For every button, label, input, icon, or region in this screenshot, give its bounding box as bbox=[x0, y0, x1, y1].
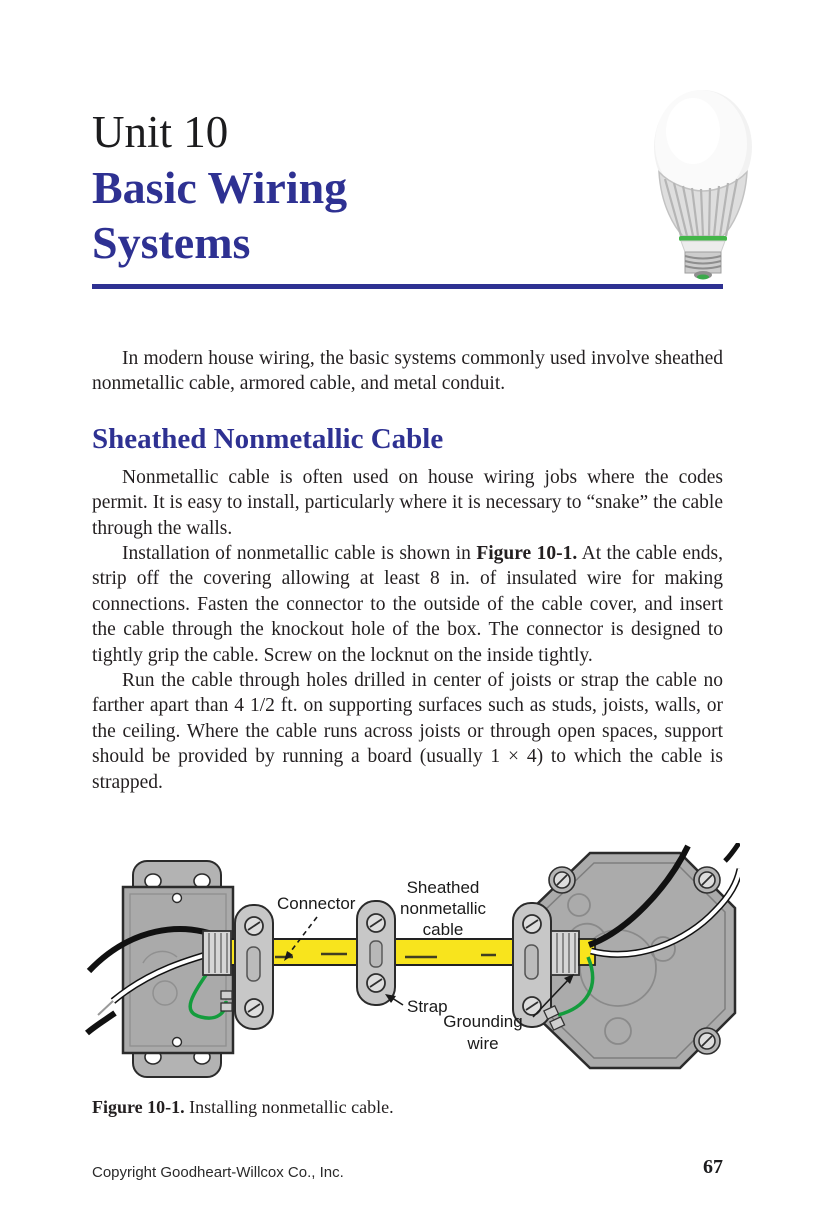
page-title-line2: Systems bbox=[92, 217, 251, 268]
cable-strap bbox=[357, 901, 395, 1005]
paragraph-installation-start: Installation of nonmetallic cable is shown in bbox=[122, 543, 477, 565]
ear-center-hole bbox=[173, 894, 182, 903]
paragraph-installation bbox=[92, 541, 723, 668]
clamp-slot bbox=[247, 947, 260, 981]
figure-10-1 bbox=[85, 843, 740, 1095]
unit-label: Unit 10 bbox=[92, 107, 229, 157]
figure-caption-text: Installing nonmetallic cable. bbox=[189, 1097, 394, 1117]
unit-header bbox=[92, 104, 652, 270]
cable-label-line3: cable bbox=[422, 920, 464, 939]
black-wire-right-tail bbox=[725, 843, 739, 861]
page-title-line1: Basic Wiring bbox=[92, 162, 348, 213]
paragraph-nonmetallic-use: Nonmetallic cable is often used on house wiring jobs where the codes permit. It is easy to install, particularly where it is necessary to “snake” the cable through the walls. bbox=[92, 466, 723, 539]
strap-label: Strap bbox=[407, 997, 448, 1016]
title-rule bbox=[92, 284, 723, 289]
copyright-notice: Copyright Goodheart-Willcox Co., Inc. bbox=[92, 1164, 344, 1181]
ground-clamp-left bbox=[221, 991, 232, 999]
body-text bbox=[92, 346, 723, 795]
figure-graphic bbox=[85, 843, 740, 1095]
led-bulb-graphic bbox=[646, 86, 760, 284]
bulb-neck bbox=[681, 241, 725, 252]
bulb-dome-highlight bbox=[666, 98, 720, 164]
ear-center-hole bbox=[173, 1038, 182, 1047]
strap-slot bbox=[370, 941, 382, 967]
paragraph-installation-end: At the cable ends, strip off the covering allowing at least 8 in. of insulated wire for making connections. Fasten the connector to the outside of the cable cover, and insert the cable through the knockout hole of the box. The connector is designed to tightly grip the cable. Screw on the locknut on the inside tightly. bbox=[92, 543, 723, 666]
led-bulb-image bbox=[646, 86, 760, 284]
grounding-label-line2: wire bbox=[467, 1034, 499, 1053]
connector-label: Connector bbox=[277, 894, 356, 913]
page-title bbox=[92, 160, 652, 270]
ground-clamp-left bbox=[221, 1003, 232, 1011]
figure-reference: Figure 10-1. bbox=[476, 543, 578, 565]
section-heading: Sheathed Nonmetallic Cable bbox=[92, 422, 444, 455]
cable-label-line1: Sheathed bbox=[406, 878, 480, 897]
cable-label-line2: nonmetallic bbox=[400, 899, 486, 918]
bulb-base-tip-green bbox=[697, 275, 709, 280]
clamp-slot bbox=[525, 945, 538, 979]
bulb-green-ring bbox=[679, 236, 727, 241]
intro-paragraph: In modern house wiring, the basic systems commonly used involve sheathed nonmetallic cable, armored cable, and metal conduit. bbox=[92, 348, 723, 395]
figure-caption-label: Figure 10-1. bbox=[92, 1097, 185, 1117]
black-wire-left-tail bbox=[87, 1013, 115, 1033]
paragraph-running-cable: Run the cable through holes drilled in center of joists or strap the cable no farther apart than 4 1/2 ft. on supporting surfaces such as studs, joists, walls, or the ceiling. Where the cable runs across joists or through open spaces, support should be provided by running a board (usually 1 × 4) to which the cable is strapped. bbox=[92, 670, 723, 793]
figure-caption bbox=[92, 1096, 723, 1118]
page-number: 67 bbox=[703, 1156, 723, 1178]
grounding-label-line1: Grounding bbox=[443, 1012, 523, 1031]
